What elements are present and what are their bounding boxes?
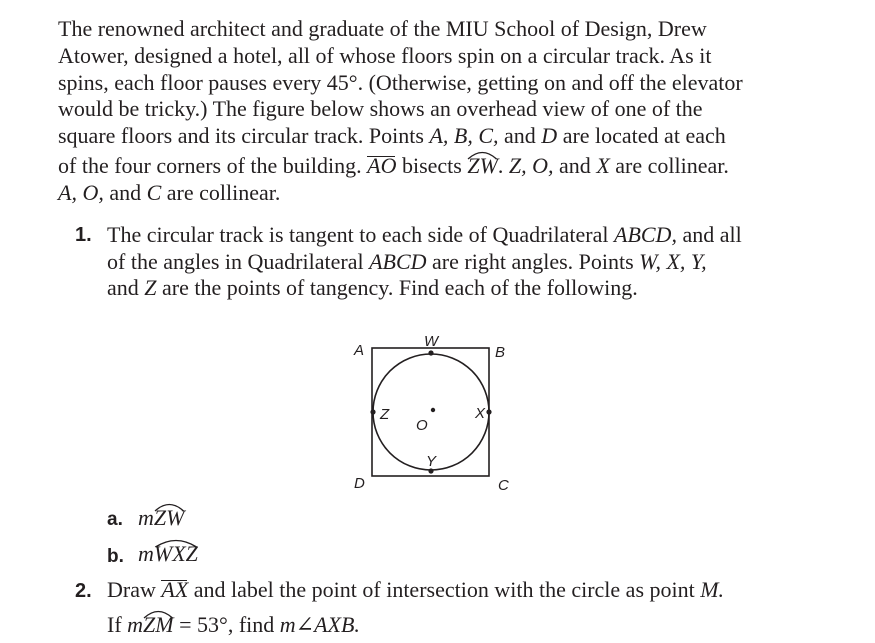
point-list: A, B, C, (429, 123, 499, 149)
point-list: Z, O, (508, 152, 554, 178)
label-x: X (475, 405, 486, 422)
arc-mark-icon (467, 150, 498, 160)
q1-text: of the angles in Quadrilateral (107, 248, 370, 274)
segment-ao: AO (367, 152, 397, 178)
label-o: O (416, 417, 428, 434)
intro-line-6 (58, 153, 848, 180)
label-d: D (354, 475, 365, 492)
arc-zw (467, 153, 498, 180)
intro-line-7 (58, 180, 848, 207)
intro-text: . (497, 152, 509, 178)
intro-line-3: spins, each floor pauses every 45°. (Otherwise, getting on and off the elevator (58, 69, 743, 95)
intro-line-4: would be tricky.) The figure below shows an overhead view of one of the (58, 96, 703, 122)
q2-text: = 53°, find (173, 611, 280, 637)
arc-label: ZM (143, 611, 174, 637)
label-a: A (354, 342, 365, 359)
part-b-text (138, 541, 198, 567)
part-a-label: a. (107, 509, 123, 530)
point-c: C (146, 179, 162, 205)
question-1-text (107, 222, 742, 302)
question-1-number: 1. (75, 224, 92, 246)
point-list: A, O, (58, 179, 104, 205)
q1-text: are the points of tangency. Find each of the following. (156, 275, 638, 301)
intro-text: and (103, 179, 147, 205)
arc-wxz (154, 541, 198, 567)
intro-text: and (553, 152, 597, 178)
angle-axb: m∠AXB. (279, 611, 360, 637)
q2-text: If (107, 611, 128, 637)
point-z: Z (144, 275, 157, 301)
label-b: B (495, 344, 506, 361)
q1-line-2 (107, 249, 742, 276)
measure-m: m (127, 611, 144, 637)
arc-mark-icon (143, 609, 174, 619)
q1-text: and (107, 275, 145, 301)
q1-text: are right angles. Points (426, 248, 640, 274)
intro-line-2: Atower, designed a hotel, all of whose floors spin on a circular track. As it (58, 42, 712, 68)
part-a-text (138, 505, 184, 531)
measure-m: m (138, 541, 154, 566)
arc-zw (154, 505, 185, 531)
segment-ax: AX (161, 577, 189, 602)
q2-line-1 (107, 577, 724, 604)
measure-m: m (138, 505, 154, 530)
arc-zm (143, 612, 174, 639)
q2-text: and label the point of intersection with the circle as point (188, 577, 701, 602)
q1-line-1 (107, 222, 742, 249)
intro-text: and (498, 123, 542, 149)
quad-name: ABCD (369, 248, 427, 274)
point-x: X (596, 152, 610, 178)
intro-text: square floors and its circular track. Points (58, 123, 430, 149)
point-z-dot (370, 409, 375, 414)
q1-line-3 (107, 275, 742, 302)
arc-mark-icon (154, 502, 185, 512)
arc-label: WXZ (153, 541, 198, 566)
intro-text: bisects (396, 152, 468, 178)
floor-plan-figure (340, 330, 530, 495)
point-m: M. (700, 577, 725, 602)
q1-text: and all (676, 222, 742, 247)
intro-line-5 (58, 123, 848, 150)
intro-text: are collinear. (609, 152, 729, 178)
part-b-label: b. (107, 546, 124, 567)
label-c: C (498, 477, 509, 494)
question-2-text (107, 577, 724, 638)
point-d: D (541, 123, 558, 149)
point-w-dot (428, 350, 433, 355)
intro-paragraph (58, 16, 848, 207)
intro-line-1: The renowned architect and graduate of the MIU School of Design, Drew (58, 16, 707, 41)
intro-text: of the four corners of the building. (58, 152, 368, 178)
q2-line-2 (107, 612, 724, 639)
intro-text: are located at each (557, 123, 726, 149)
q2-text: Draw (107, 577, 162, 602)
label-w: W (424, 333, 439, 350)
point-x-dot (486, 409, 491, 414)
quad-name: ABCD, (614, 222, 677, 247)
arc-label: ZW (153, 505, 185, 530)
point-list: W, X, Y, (639, 248, 707, 274)
point-o-dot (431, 408, 435, 412)
arc-mark-icon (154, 538, 198, 548)
label-z: Z (380, 406, 390, 423)
label-y: Y (426, 453, 437, 470)
q1-text: The circular track is tangent to each side of Quadrilateral (107, 222, 614, 247)
question-2-number: 2. (75, 580, 92, 602)
arc-zw-label: ZW (467, 152, 498, 178)
intro-text: are collinear. (161, 179, 281, 205)
